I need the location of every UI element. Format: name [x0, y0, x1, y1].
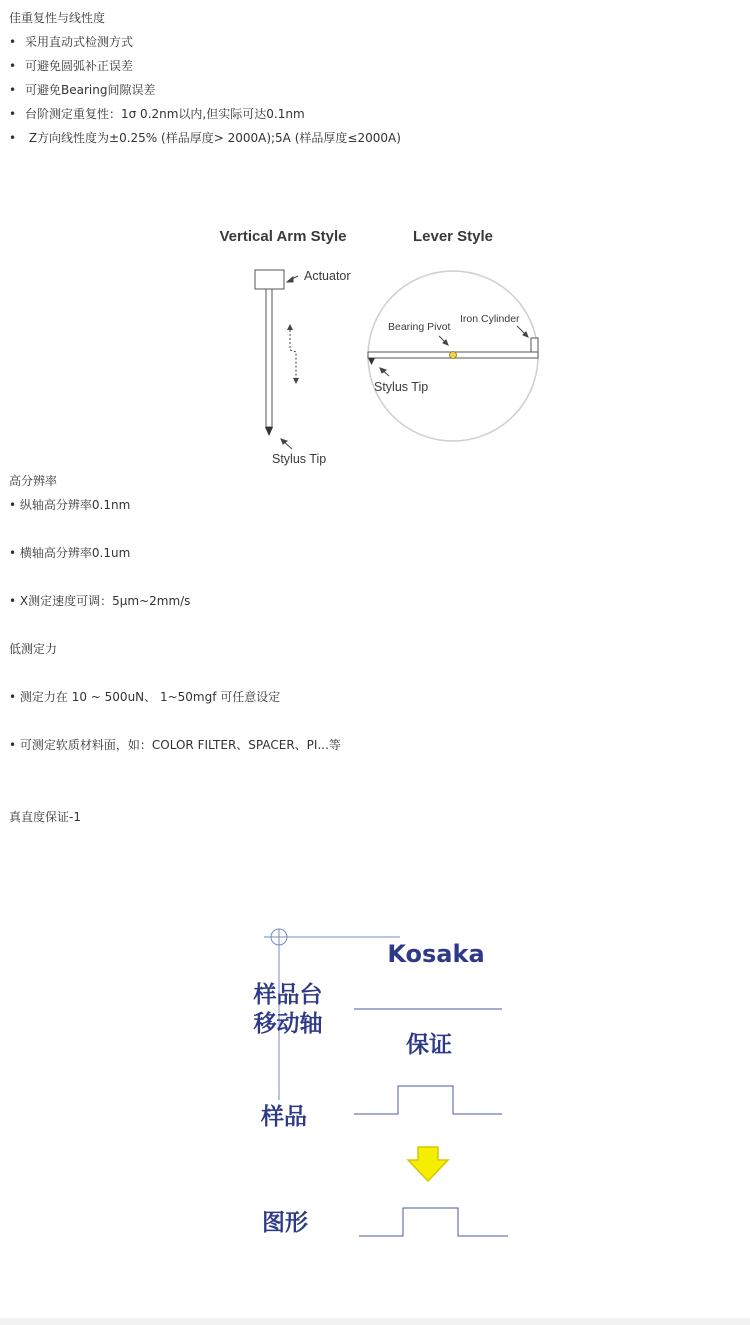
actuator-label: Actuator [304, 269, 351, 283]
heading-low-force: 低测定力 [9, 642, 58, 656]
iron-cylinder-label: Iron Cylinder [460, 313, 520, 325]
bearing-pivot-label: Bearing Pivot [388, 321, 451, 333]
list-item: • 横轴高分辨率0.1um [9, 546, 131, 560]
title-vertical-arm: Vertical Arm Style [219, 228, 347, 245]
list-item: • 可测定软质材料面，如：COLOR FILTER、SPACER、PI...等 [9, 738, 341, 752]
stylus-tip-left-icon [265, 427, 273, 436]
page-footer-bar [0, 1318, 750, 1325]
sample-profile-line [354, 1086, 502, 1114]
list-item: • 采用直动式检测方式 [9, 35, 134, 49]
stylus-tip-left-label: Stylus Tip [272, 452, 327, 466]
vertical-arm [266, 289, 272, 427]
stylus-tip-right-label: Stylus Tip [374, 380, 429, 394]
actuator-box [255, 270, 284, 289]
stage-label-1: 样品台 [253, 982, 323, 1008]
list-item: • Z方向线性度为±0.25% (样品厚度> 2000A);5A (样品厚度≤2000A) [9, 131, 401, 145]
stage-label-2: 移动轴 [253, 1011, 323, 1037]
stylus-style-diagram [0, 0, 750, 480]
heading-repeatability: 佳重复性与线性度 [9, 11, 106, 25]
sample-label: 样品 [261, 1104, 307, 1130]
list-item: • 台阶测定重复性：1σ 0.2nm以内,但实际可达0.1nm [9, 107, 305, 121]
list-item: • X测定速度可调：5μm~2mm/s [9, 594, 191, 608]
kosaka-label: Kosaka [387, 940, 485, 968]
list-item: • 纵轴高分辨率0.1nm [9, 498, 131, 512]
guarantee-label: 保证 [406, 1032, 452, 1058]
graph-profile-line [359, 1208, 508, 1236]
bearing-pivot-icon [450, 352, 457, 359]
heading-resolution: 高分辨率 [9, 474, 58, 488]
heading-straightness: 真直度保证-1 [9, 810, 81, 824]
list-item: • 可避免Bearing间隙误差 [9, 83, 156, 97]
list-item: • 可避免圆弧补正误差 [9, 59, 134, 73]
motion-arrow-icon [290, 330, 296, 378]
axis-marker-icon [271, 929, 287, 937]
down-arrow-icon [408, 1147, 448, 1181]
iron-cylinder-box [531, 338, 538, 352]
list-item: • 测定力在 10 ~ 500uN、 1~50mgf 可任意设定 [9, 690, 281, 704]
graph-label: 图形 [262, 1210, 308, 1236]
title-lever: Lever Style [412, 228, 494, 245]
